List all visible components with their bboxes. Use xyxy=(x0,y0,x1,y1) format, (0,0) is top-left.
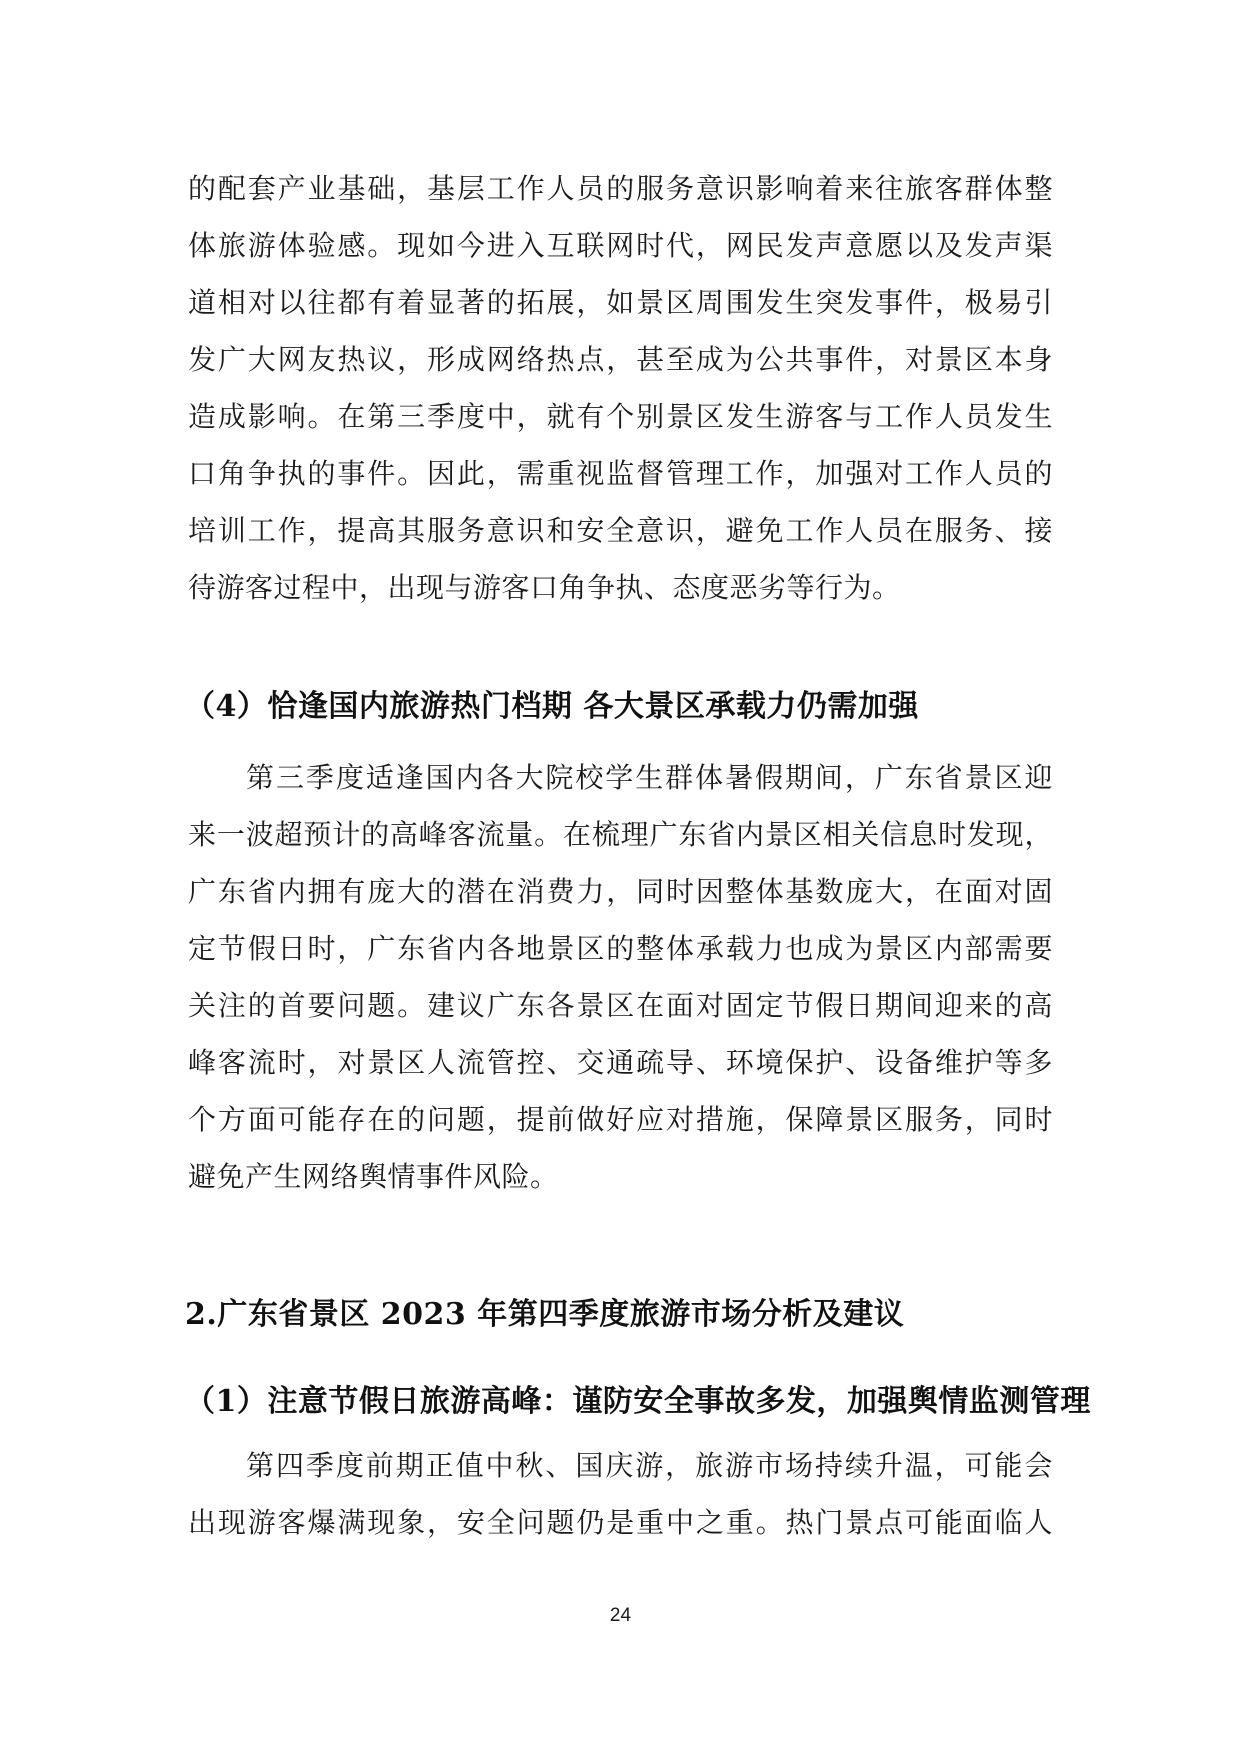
body-text-line: 个方面可能存在的问题，提前做好应对措施，保障景区服务，同时 xyxy=(188,1103,1053,1136)
body-text-line: 避免产生网络舆情事件风险。 xyxy=(188,1160,559,1193)
body-text-line: 的配套产业基础，基层工作人员的服务意识影响着来往旅客群体整 xyxy=(188,172,1053,205)
body-text-line: 第三季度适逢国内各大院校学生群体暑假期间，广东省景区迎 xyxy=(246,761,1053,794)
body-text-line: 定节假日时，广东省内各地景区的整体承载力也成为景区内部需要 xyxy=(188,932,1053,965)
paragraph-service-awareness xyxy=(188,160,1053,616)
body-text-line: 来一波超预计的高峰客流量。在梳理广东省内景区相关信息时发现， xyxy=(188,818,1053,851)
body-text-line: 发广大网友热议，形成网络热点，甚至成为公共事件，对景区本身 xyxy=(188,343,1053,376)
body-text-line: 第四季度前期正值中秋、国庆游，旅游市场持续升温，可能会 xyxy=(246,1449,1053,1482)
body-text-line: 体旅游体验感。现如今进入互联网时代，网民发声意愿以及发声渠 xyxy=(188,229,1053,262)
page-number: 24 xyxy=(609,1605,632,1626)
paragraph-holiday-capacity xyxy=(188,749,1053,1205)
heading-q4-analysis: 2.广东省景区 2023 年第四季度旅游市场分析及建议 xyxy=(185,1297,905,1332)
body-text-line: 出现游客爆满现象，安全问题仍是重中之重。热门景点可能面临人 xyxy=(188,1506,1053,1539)
body-text-line: 广东省内拥有庞大的潜在消费力，同时因整体基数庞大，在面对固 xyxy=(188,875,1053,908)
body-text-line: 峰客流时，对景区人流管控、交通疏导、环境保护、设备维护等多 xyxy=(188,1046,1053,1079)
paragraph-holiday-peak xyxy=(188,1437,1053,1551)
body-text-line: 待游客过程中，出现与游客口角争执、态度恶劣等行为。 xyxy=(188,571,901,604)
body-text-line: 道相对以往都有着显著的拓展，如景区周围发生突发事件，极易引 xyxy=(188,286,1053,319)
body-text-line: 造成影响。在第三季度中，就有个别景区发生游客与工作人员发生 xyxy=(188,400,1053,433)
heading-q4-item-1: （1）注意节假日旅游高峰：谨防安全事故多发，加强舆情监测管理 xyxy=(185,1384,1091,1419)
body-text-line: 口角争执的事件。因此，需重视监督管理工作，加强对工作人员的 xyxy=(188,457,1053,490)
body-text-line: 关注的首要问题。建议广东各景区在面对固定节假日期间迎来的高 xyxy=(188,989,1053,1022)
heading-section-4: （4）恰逢国内旅游热门档期 各大景区承载力仍需加强 xyxy=(185,689,919,724)
body-text-line: 培训工作，提高其服务意识和安全意识，避免工作人员在服务、接 xyxy=(188,514,1053,547)
